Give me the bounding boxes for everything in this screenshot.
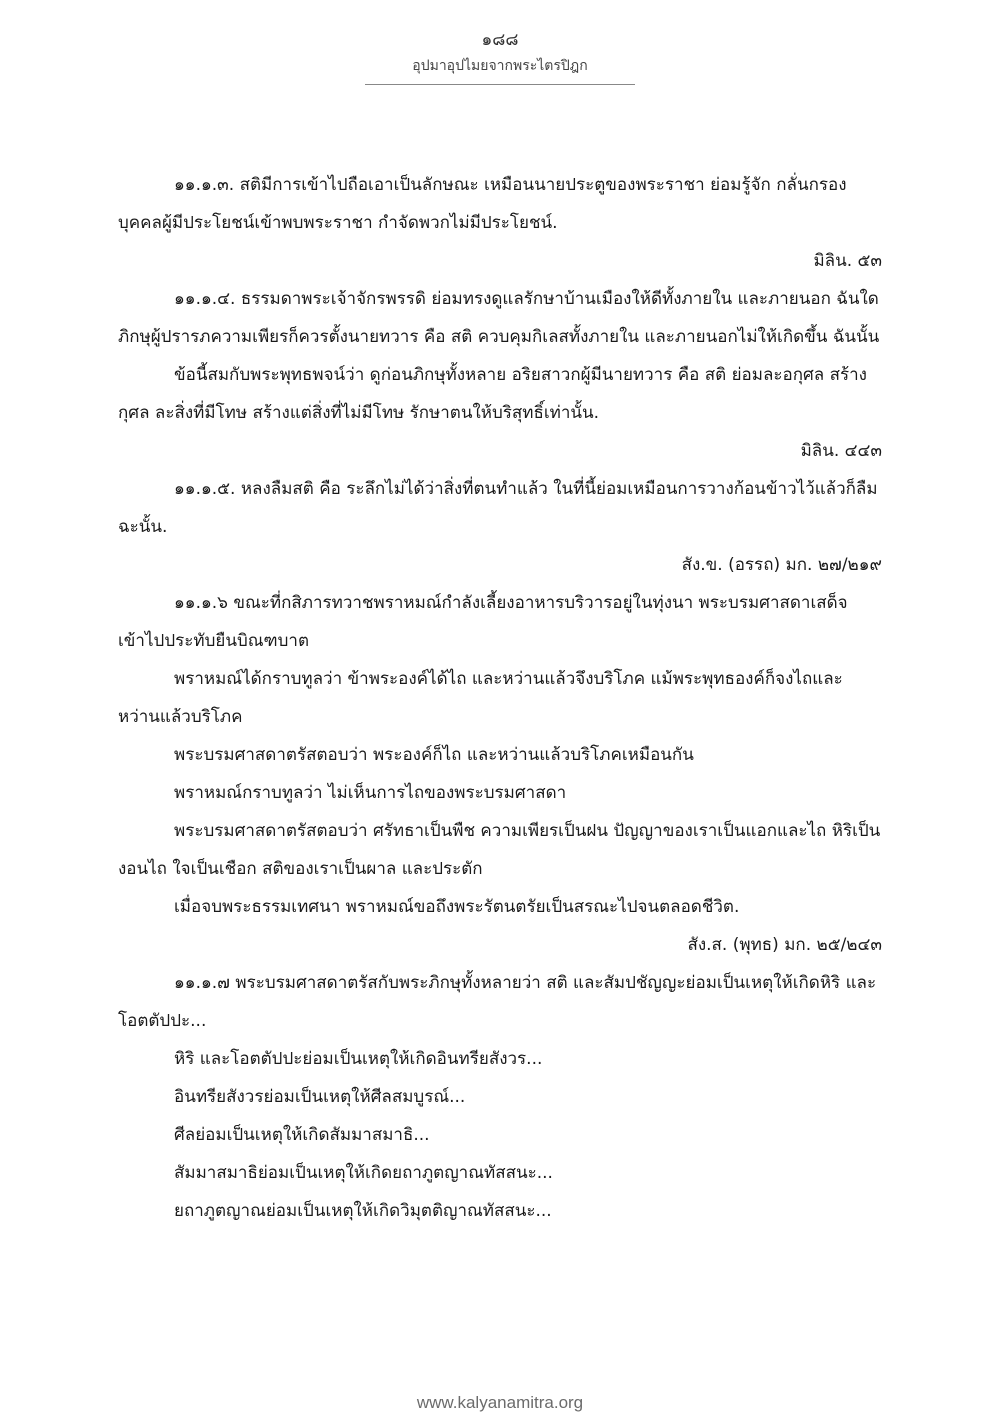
page-header: [0, 30, 1000, 85]
list-item: อินทรียสังวรย่อมเป็นเหตุให้ศีลสมบูรณ์...: [174, 1087, 466, 1107]
paragraph-11-1-5: ๑๑.๑.๕. หลงลืมสติ คือ ระลึกไม่ได้ว่าสิ่งที่ตนทำแล้ว ในที่นี้ย่อมเหมือนการวางก้อนข้าวไว้แล้วก็ลืม ฉะนั้น.: [118, 479, 878, 537]
paragraph-11-1-3: ๑๑.๑.๓. สติมีการเข้าไปถือเอาเป็นลักษณะ เหมือนนายประตูของพระราชา ย่อมรู้จัก กลั่นกรองบุคคลผู้มีประโยชน์เข้าพบพระราชา กำจัดพวกไม่มีประโยชน์.: [118, 175, 847, 233]
list-item: หิริ และโอตตัปปะย่อมเป็นเหตุให้เกิดอินทรียสังวร...: [174, 1049, 543, 1069]
citation: มิลิน. ๕๓: [813, 251, 882, 271]
paragraph-11-1-6: ๑๑.๑.๖ ขณะที่กสิภารทวาชพราหมณ์กำลังเลี้ยงอาหารบริวารอยู่ในทุ่งนา พระบรมศาสดาเสด็จเข้าไปประทับยืนบิณฑบาต: [118, 593, 848, 651]
list-item: ยถาภูตญาณย่อมเป็นเหตุให้เกิดวิมุตติญาณทัสสนะ...: [174, 1201, 552, 1221]
footer-website: www.kalyanamitra.org: [416, 1393, 584, 1412]
list-item: ศีลย่อมเป็นเหตุให้เกิดสัมมาสมาธิ...: [174, 1125, 430, 1145]
header-divider: [365, 84, 635, 85]
page-number: ๑๘๘: [481, 30, 519, 50]
paragraph: พราหมณ์กราบทูลว่า ไม่เห็นการไถของพระบรมศาสดา: [174, 783, 567, 803]
paragraph: เมื่อจบพระธรรมเทศนา พราหมณ์ขอถึงพระรัตนตรัยเป็นสรณะไปจนตลอดชีวิต.: [174, 897, 740, 917]
paragraph: ข้อนี้สมกับพระพุทธพจน์ว่า ดูก่อนภิกษุทั้งหลาย อริยสาวกผู้มีนายทวาร คือ สติ ย่อมละอกุศล สร้างกุศล ละสิ่งที่มีโทษ สร้างแต่สิ่งที่ไม่มีโทษ รักษาตนให้บริสุทธิ์เท่านั้น.: [118, 365, 867, 423]
book-title: อุปมาอุปไมยจากพระไตรปิฎก: [412, 58, 588, 74]
paragraph: พระบรมศาสดาตรัสตอบว่า ศรัทธาเป็นพืช ความเพียรเป็นฝน ปัญญาของเราเป็นแอกและไถ หิริเป็นงอนไถ ใจเป็นเชือก สติของเราเป็นผาล และประตัก: [118, 821, 881, 879]
paragraph: พระบรมศาสดาตรัสตอบว่า พระองค์ก็ไถ และหว่านแล้วบริโภคเหมือนกัน: [174, 745, 694, 765]
paragraph: พราหมณ์ได้กราบทูลว่า ข้าพระองค์ได้ไถ และหว่านแล้วจึงบริโภค แม้พระพุทธองค์ก็จงไถและหว่านแล้วบริโภค: [118, 669, 843, 727]
paragraph-11-1-7: ๑๑.๑.๗ พระบรมศาสดาตรัสกับพระภิกษุทั้งหลายว่า สติ และสัมปชัญญะย่อมเป็นเหตุให้เกิดหิริ และโอตตัปปะ...: [118, 973, 877, 1031]
list-item: สัมมาสมาธิย่อมเป็นเหตุให้เกิดยถาภูตญาณทัสสนะ...: [174, 1163, 553, 1183]
page-body: [118, 166, 882, 1230]
citation: สัง.ข. (อรรถ) มก. ๒๗/๒๑๙: [681, 555, 882, 575]
citation: สัง.ส. (พุทธ) มก. ๒๕/๒๔๓: [687, 935, 882, 955]
paragraph-11-1-4: ๑๑.๑.๔. ธรรมดาพระเจ้าจักรพรรดิ ย่อมทรงดูแลรักษาบ้านเมืองให้ดีทั้งภายใน และภายนอก ฉันใด ภิกษุผู้ปรารภความเพียรก็ควรตั้งนายทวาร คือ สติ ควบคุมกิเลสทั้งภายใน และภายนอกไม่ให้เกิดขึ้น ฉันนั้น: [118, 289, 880, 347]
citation: มิลิน. ๔๔๓: [800, 441, 882, 461]
